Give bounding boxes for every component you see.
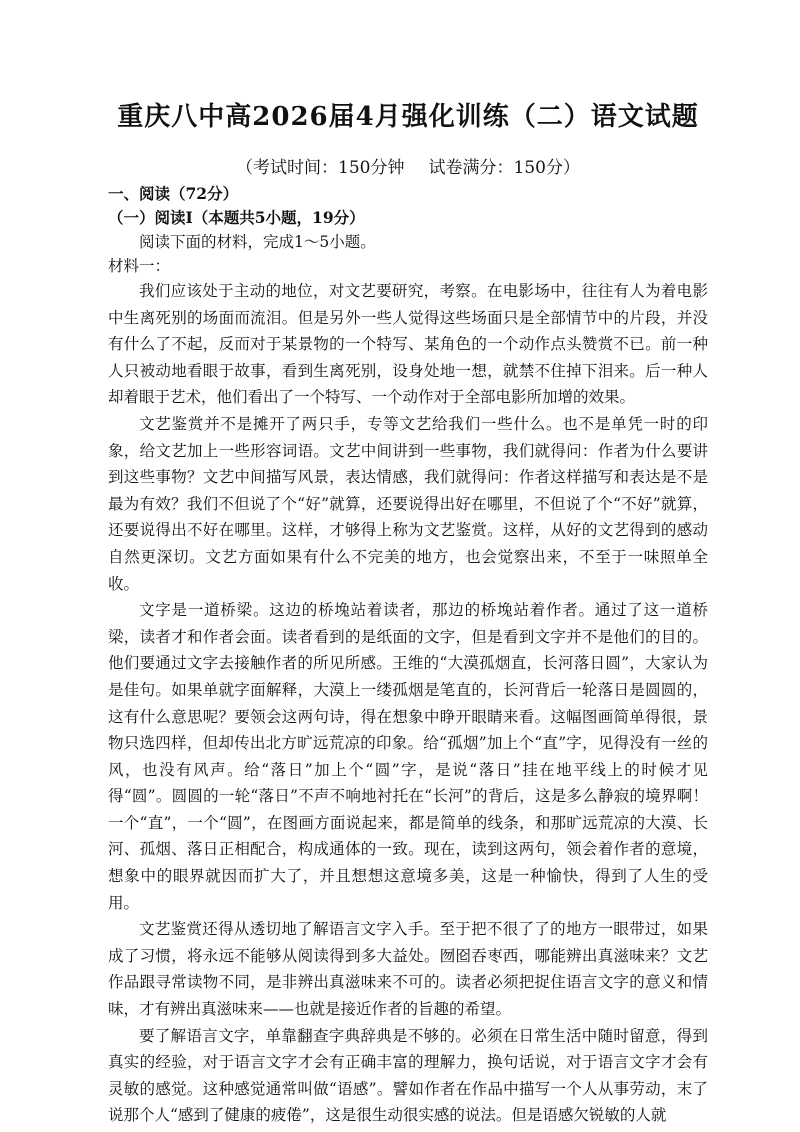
paragraph: 文艺鉴赏还得从透切地了解语言文字入手。至于把不很了了的地方一眼带过，如果成了习惯，将永远不能够从阅读得到多大益处。囫囵吞枣西，哪能辨出真滋味来？文艺作品跟寻常读物不同，是非辨出真滋味来不可的。读者必须把捉住语言文字的意义和情味，才有辨出真滋味来——也就是接近作者的旨趣的希望。 (108, 920, 708, 1019)
subsection-heading: （一）阅读Ⅰ（本题共5小题，19分） (108, 208, 365, 227)
paragraph: 文字是一道桥梁。这边的桥堍站着读者，那边的桥堍站着作者。通过了这一道桥梁，读者才和作者会面。读者看到的是纸面的文字，但是看到文字并不是他们的目的。他们要通过文字去接触作者的所见所感。王维的“大漠孤烟直，长河落日圆”，大家认为是佳句。如果单就字面解释，大漠上一缕孤烟是笔直的，长河背后一轮落日是圆圆的，这有什么意思呢？要领会这两句诗，得在想象中睁开眼睛来看。这幅图画简单得很，景物只选四样，但却传出北方旷远荒凉的印象。给“孤烟”加上个“直”字，见得没有一丝的风，也没有风声。给“落日”加上个“圆”字，是说“落日”挂在地平线上的时候才见得“圆”。圆圆的一轮“落日”不声不响地衬托在“长河”的背后，这是多么静寂的境界啊！一个“直”，一个“圆”，在图画方面说起来，都是简单的线条，和那旷远荒凉的大漠、长河、孤烟、落日正相配合，构成通体的一致。现在，读到这两句，领会着作者的意境，想象中的眼界就因而扩大了，并且想想这意境多美，这是一种愉快，得到了人生的受用。 (108, 601, 708, 912)
paragraph: 要了解语言文字，单靠翻查字典辞典是不够的。必须在日常生活中随时留意，得到真实的经验，对于语言文字才会有正确丰富的理解力，换句话说，对于语言文字才会有灵敏的感觉。这种感觉通常叫做“语感”。譬如作者在作品中描写一个人从事劳动，末了说那个人“感到了健康的疲倦”，这是很生动很实感的说法。但是语感欠锐敏的人就 (108, 1026, 708, 1125)
exam-score: 试卷满分：150分） (428, 158, 580, 178)
section-heading: 一、阅读（72分） (108, 184, 239, 203)
instruction-text: 阅读下面的材料，完成1～5小题。 (139, 233, 376, 251)
exam-time: （考试时间：150分钟 (236, 158, 405, 178)
paragraph: 我们应该处于主动的地位，对文艺要研究，考察。在电影场中，往往有人为着电影中生离死别的场面而流泪。但是另外一些人觉得这些场面只是全部情节中的片段，并没有什么了不起，反而对于某景物的一个特写、某角色的一个动作点头赞赏不已。前一种人只被动地看眼于故事，看到生离死别，设身处地一想，就禁不住掉下泪来。后一种人却着眼于艺术，他们看出了一个特写、一个动作对于全部电影所加增的效果。 (108, 282, 708, 407)
paragraph: 文艺鉴赏并不是摊开了两只手，专等文艺给我们一些什么。也不是单凭一时的印象，给文艺加上一些形容词语。文艺中间讲到一些事物，我们就得问：作者为什么要讲到这些事物？文艺中间描写风景，表达情感，我们就得问：作者这样描写和表达是不是最为有效？我们不但说了个“好”就算，还要说得出好在哪里，不但说了个“不好”就算，还要说得出不好在哪里。这样，才够得上称为文艺鉴赏。这样，从好的文艺得到的感动自然更深切。文艺方面如果有什么不完美的地方，也会觉察出来，不至于一味照单全收。 (108, 414, 708, 593)
exam-info (108, 153, 708, 178)
page-title: 重庆八中高2026届4月强化训练（二）语文试题 (117, 102, 699, 132)
material-label: 材料一： (108, 257, 171, 275)
